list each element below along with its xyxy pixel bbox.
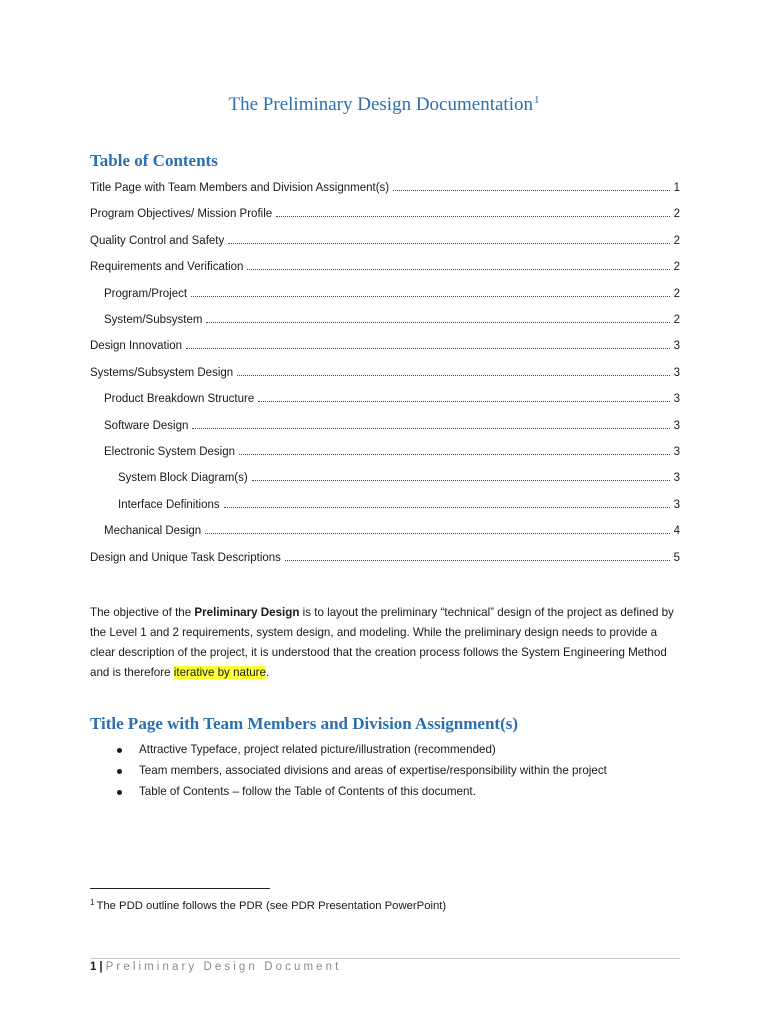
footnote-separator xyxy=(90,888,270,889)
toc-entry-page: 3 xyxy=(673,472,680,485)
toc-leader-dots xyxy=(186,334,670,349)
toc-entry[interactable] xyxy=(90,361,680,379)
list-item-text: Attractive Typeface, project related picture/illustration (recommended) xyxy=(139,743,496,756)
toc-leader-dots xyxy=(285,546,670,561)
bullet-list xyxy=(90,741,690,804)
toc-entry[interactable] xyxy=(90,387,680,405)
list-item xyxy=(90,783,690,804)
toc-leader-dots xyxy=(192,414,669,429)
list-item-text: Team members, associated divisions and areas of expertise/responsibility within the project xyxy=(139,764,607,777)
title-footnote-mark: 1 xyxy=(533,94,540,106)
toc-leader-dots xyxy=(205,519,669,534)
toc-entry-label: Program Objectives/ Mission Profile xyxy=(90,208,273,221)
toc-entry[interactable] xyxy=(90,493,680,511)
footnote-text: The PDD outline follows the PDR (see PDR Presentation PowerPoint) xyxy=(96,900,447,912)
toc-leader-dots xyxy=(237,361,669,376)
toc-entry-page: 2 xyxy=(673,314,680,326)
toc-entry[interactable] xyxy=(90,519,680,537)
toc-leader-dots xyxy=(252,466,670,481)
footer-divider xyxy=(90,958,680,959)
toc-entry-label: Design Innovation xyxy=(90,340,183,353)
footnote-mark: 1 xyxy=(90,898,95,907)
toc-entry-page: 1 xyxy=(673,182,680,194)
toc-entry[interactable] xyxy=(90,414,680,432)
toc-entry[interactable] xyxy=(90,466,680,484)
toc-heading: Table of Contents xyxy=(90,151,218,170)
footer-separator: | xyxy=(99,961,103,973)
toc-entry-page: 3 xyxy=(673,366,680,379)
toc-entry-label: Mechanical Design xyxy=(104,525,202,538)
toc-entry-label: Interface Definitions xyxy=(118,498,220,511)
toc-entry-page: 5 xyxy=(673,551,680,564)
toc-entry[interactable] xyxy=(90,334,680,352)
toc-entry[interactable] xyxy=(90,440,680,458)
toc-entry[interactable] xyxy=(90,255,680,273)
toc-entry-label: Design and Unique Task Descriptions xyxy=(90,551,281,564)
page-footer xyxy=(90,961,341,973)
paragraph-text-2: is to layout the preliminary “technical” design of the project as defined by the Level 1 and 2 requirements, system design, and modeling. While the preliminary design needs to provide a clear description of the project, it is understood that the creation process follows the System Engineering Method and is therefore xyxy=(90,606,674,679)
toc-entry[interactable] xyxy=(90,282,680,300)
toc-leader-dots xyxy=(191,282,670,297)
toc-entry-label: Product Breakdown Structure xyxy=(104,393,255,406)
paragraph-highlight: iterative by nature xyxy=(173,666,266,679)
toc-entry-page: 2 xyxy=(673,287,680,300)
bullet-icon xyxy=(117,748,122,753)
paragraph-text-1: The objective of the xyxy=(90,606,195,619)
toc-entry-label: Software Design xyxy=(104,419,189,432)
toc-entry-page: 2 xyxy=(673,261,680,274)
toc-entry[interactable] xyxy=(90,308,680,326)
list-item xyxy=(90,762,690,783)
toc-leader-dots xyxy=(247,255,669,270)
toc-entry-label: Quality Control and Safety xyxy=(90,234,225,247)
toc-leader-dots xyxy=(239,440,670,455)
toc-entry-label: Systems/Subsystem Design xyxy=(90,366,234,379)
toc-entry-label: Requirements and Verification xyxy=(90,261,244,274)
footer-page-number: 1 xyxy=(90,961,97,973)
toc-entry-page: 3 xyxy=(673,340,680,353)
toc-entry-label: System Block Diagram(s) xyxy=(118,472,248,485)
bullet-icon xyxy=(117,769,122,774)
list-item-text: Table of Contents – follow the Table of Contents of this document. xyxy=(139,785,476,798)
toc-entry-label: Program/Project xyxy=(104,287,188,300)
toc-entry-page: 4 xyxy=(673,525,680,538)
document-title-text: The Preliminary Design Documentation xyxy=(228,94,533,115)
toc-leader-dots xyxy=(258,387,669,402)
toc-leader-dots xyxy=(276,202,669,217)
paragraph-bold-term: Preliminary Design xyxy=(194,606,300,619)
toc-leader-dots xyxy=(393,176,669,191)
toc-entry[interactable] xyxy=(90,202,680,220)
toc-leader-dots xyxy=(206,308,669,323)
toc-entry[interactable] xyxy=(90,176,680,194)
objective-paragraph xyxy=(90,603,680,683)
section-heading-title-page: Title Page with Team Members and Division Assignment(s) xyxy=(90,714,519,733)
list-item xyxy=(90,741,690,762)
toc-entry-page: 2 xyxy=(673,208,680,221)
toc-entry-page: 3 xyxy=(673,419,680,432)
toc-entry-label: Electronic System Design xyxy=(104,446,236,458)
toc-leader-dots xyxy=(228,229,669,244)
toc-entry-page: 3 xyxy=(673,498,680,511)
toc-leader-dots xyxy=(224,493,670,508)
toc-entry-page: 3 xyxy=(673,446,680,458)
paragraph-text-3: . xyxy=(265,666,270,679)
toc-entry[interactable] xyxy=(90,546,680,564)
toc-entry-page: 2 xyxy=(673,234,680,247)
toc-entry[interactable] xyxy=(90,229,680,247)
toc-entry-page: 3 xyxy=(673,393,680,406)
document-title xyxy=(0,94,768,116)
footnote xyxy=(90,898,446,912)
bullet-icon xyxy=(117,790,122,795)
toc-entry-label: System/Subsystem xyxy=(104,314,203,326)
toc-entry-label: Title Page with Team Members and Division Assignment(s) xyxy=(90,182,390,194)
footer-title: Preliminary Design Document xyxy=(105,961,342,973)
